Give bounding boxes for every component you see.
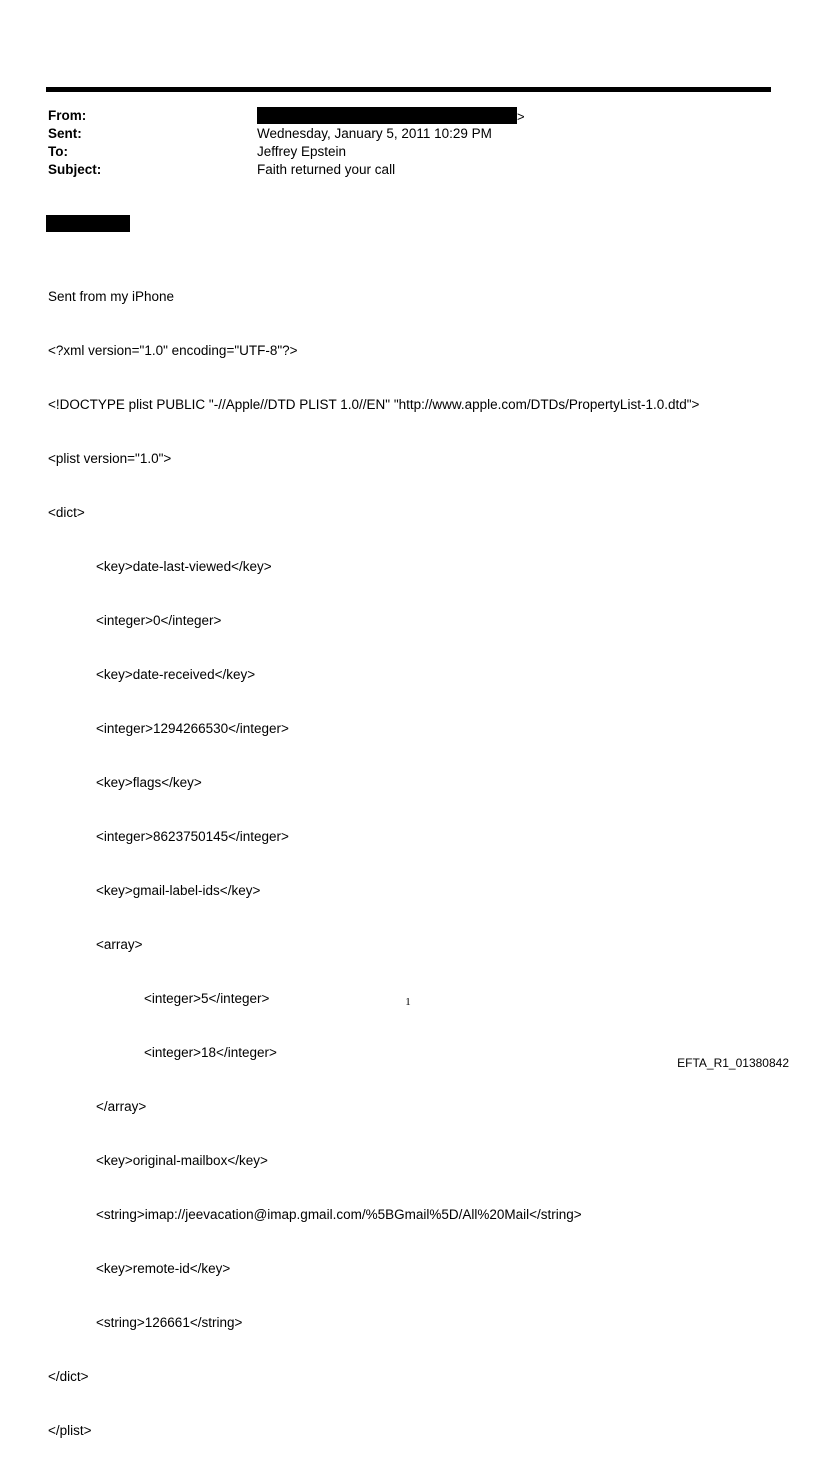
subject-value: Faith returned your call — [257, 162, 396, 177]
body-line: <string>imap://jeevacation@imap.gmail.com/%5BGmail%5D/All%20Mail</string> — [96, 1207, 582, 1222]
sent-label: Sent: — [48, 126, 82, 141]
page-number: 1 — [405, 996, 411, 1008]
sent-value: Wednesday, January 5, 2011 10:29 PM — [257, 126, 492, 141]
header-rule — [46, 87, 771, 92]
from-label: From: — [48, 108, 87, 123]
body-line: </plist> — [48, 1423, 92, 1438]
body-line: <key>remote-id</key> — [96, 1261, 231, 1276]
body-line: <integer>1294266530</integer> — [96, 721, 289, 736]
from-redaction — [257, 107, 517, 124]
message-body — [48, 252, 699, 1476]
body-line: <integer>0</integer> — [96, 613, 222, 628]
body-line: <integer>8623750145</integer> — [96, 829, 289, 844]
to-label: To: — [48, 144, 68, 159]
to-value: Jeffrey Epstein — [257, 144, 347, 159]
body-line: <plist version="1.0"> — [48, 451, 172, 466]
body-redaction — [46, 215, 130, 232]
body-line: <dict> — [48, 505, 85, 520]
body-line: <key>gmail-label-ids</key> — [96, 883, 261, 898]
body-line: Sent from my iPhone — [48, 289, 175, 304]
body-line: <?xml version="1.0" encoding="UTF-8"?> — [48, 343, 298, 358]
body-line: <key>flags</key> — [96, 775, 202, 790]
body-line: <!DOCTYPE plist PUBLIC "-//Apple//DTD PLIST 1.0//EN" "http://www.apple.com/DTDs/PropertyList-1.0.dtd"> — [48, 397, 700, 412]
body-line: <integer>5</integer> — [144, 991, 270, 1006]
body-line: <string>126661</string> — [96, 1315, 243, 1330]
subject-label: Subject: — [48, 162, 102, 177]
bates-number: EFTA_R1_01380842 — [677, 1056, 789, 1070]
body-line: <key>original-mailbox</key> — [96, 1153, 268, 1168]
body-line: </array> — [96, 1099, 147, 1114]
body-line: <key>date-last-viewed</key> — [96, 559, 272, 574]
body-line: </dict> — [48, 1369, 89, 1384]
body-line: <array> — [96, 937, 143, 952]
from-redacted-suffix: > — [517, 109, 525, 124]
body-line: <integer>18</integer> — [144, 1045, 277, 1060]
body-line: <key>date-received</key> — [96, 667, 256, 682]
